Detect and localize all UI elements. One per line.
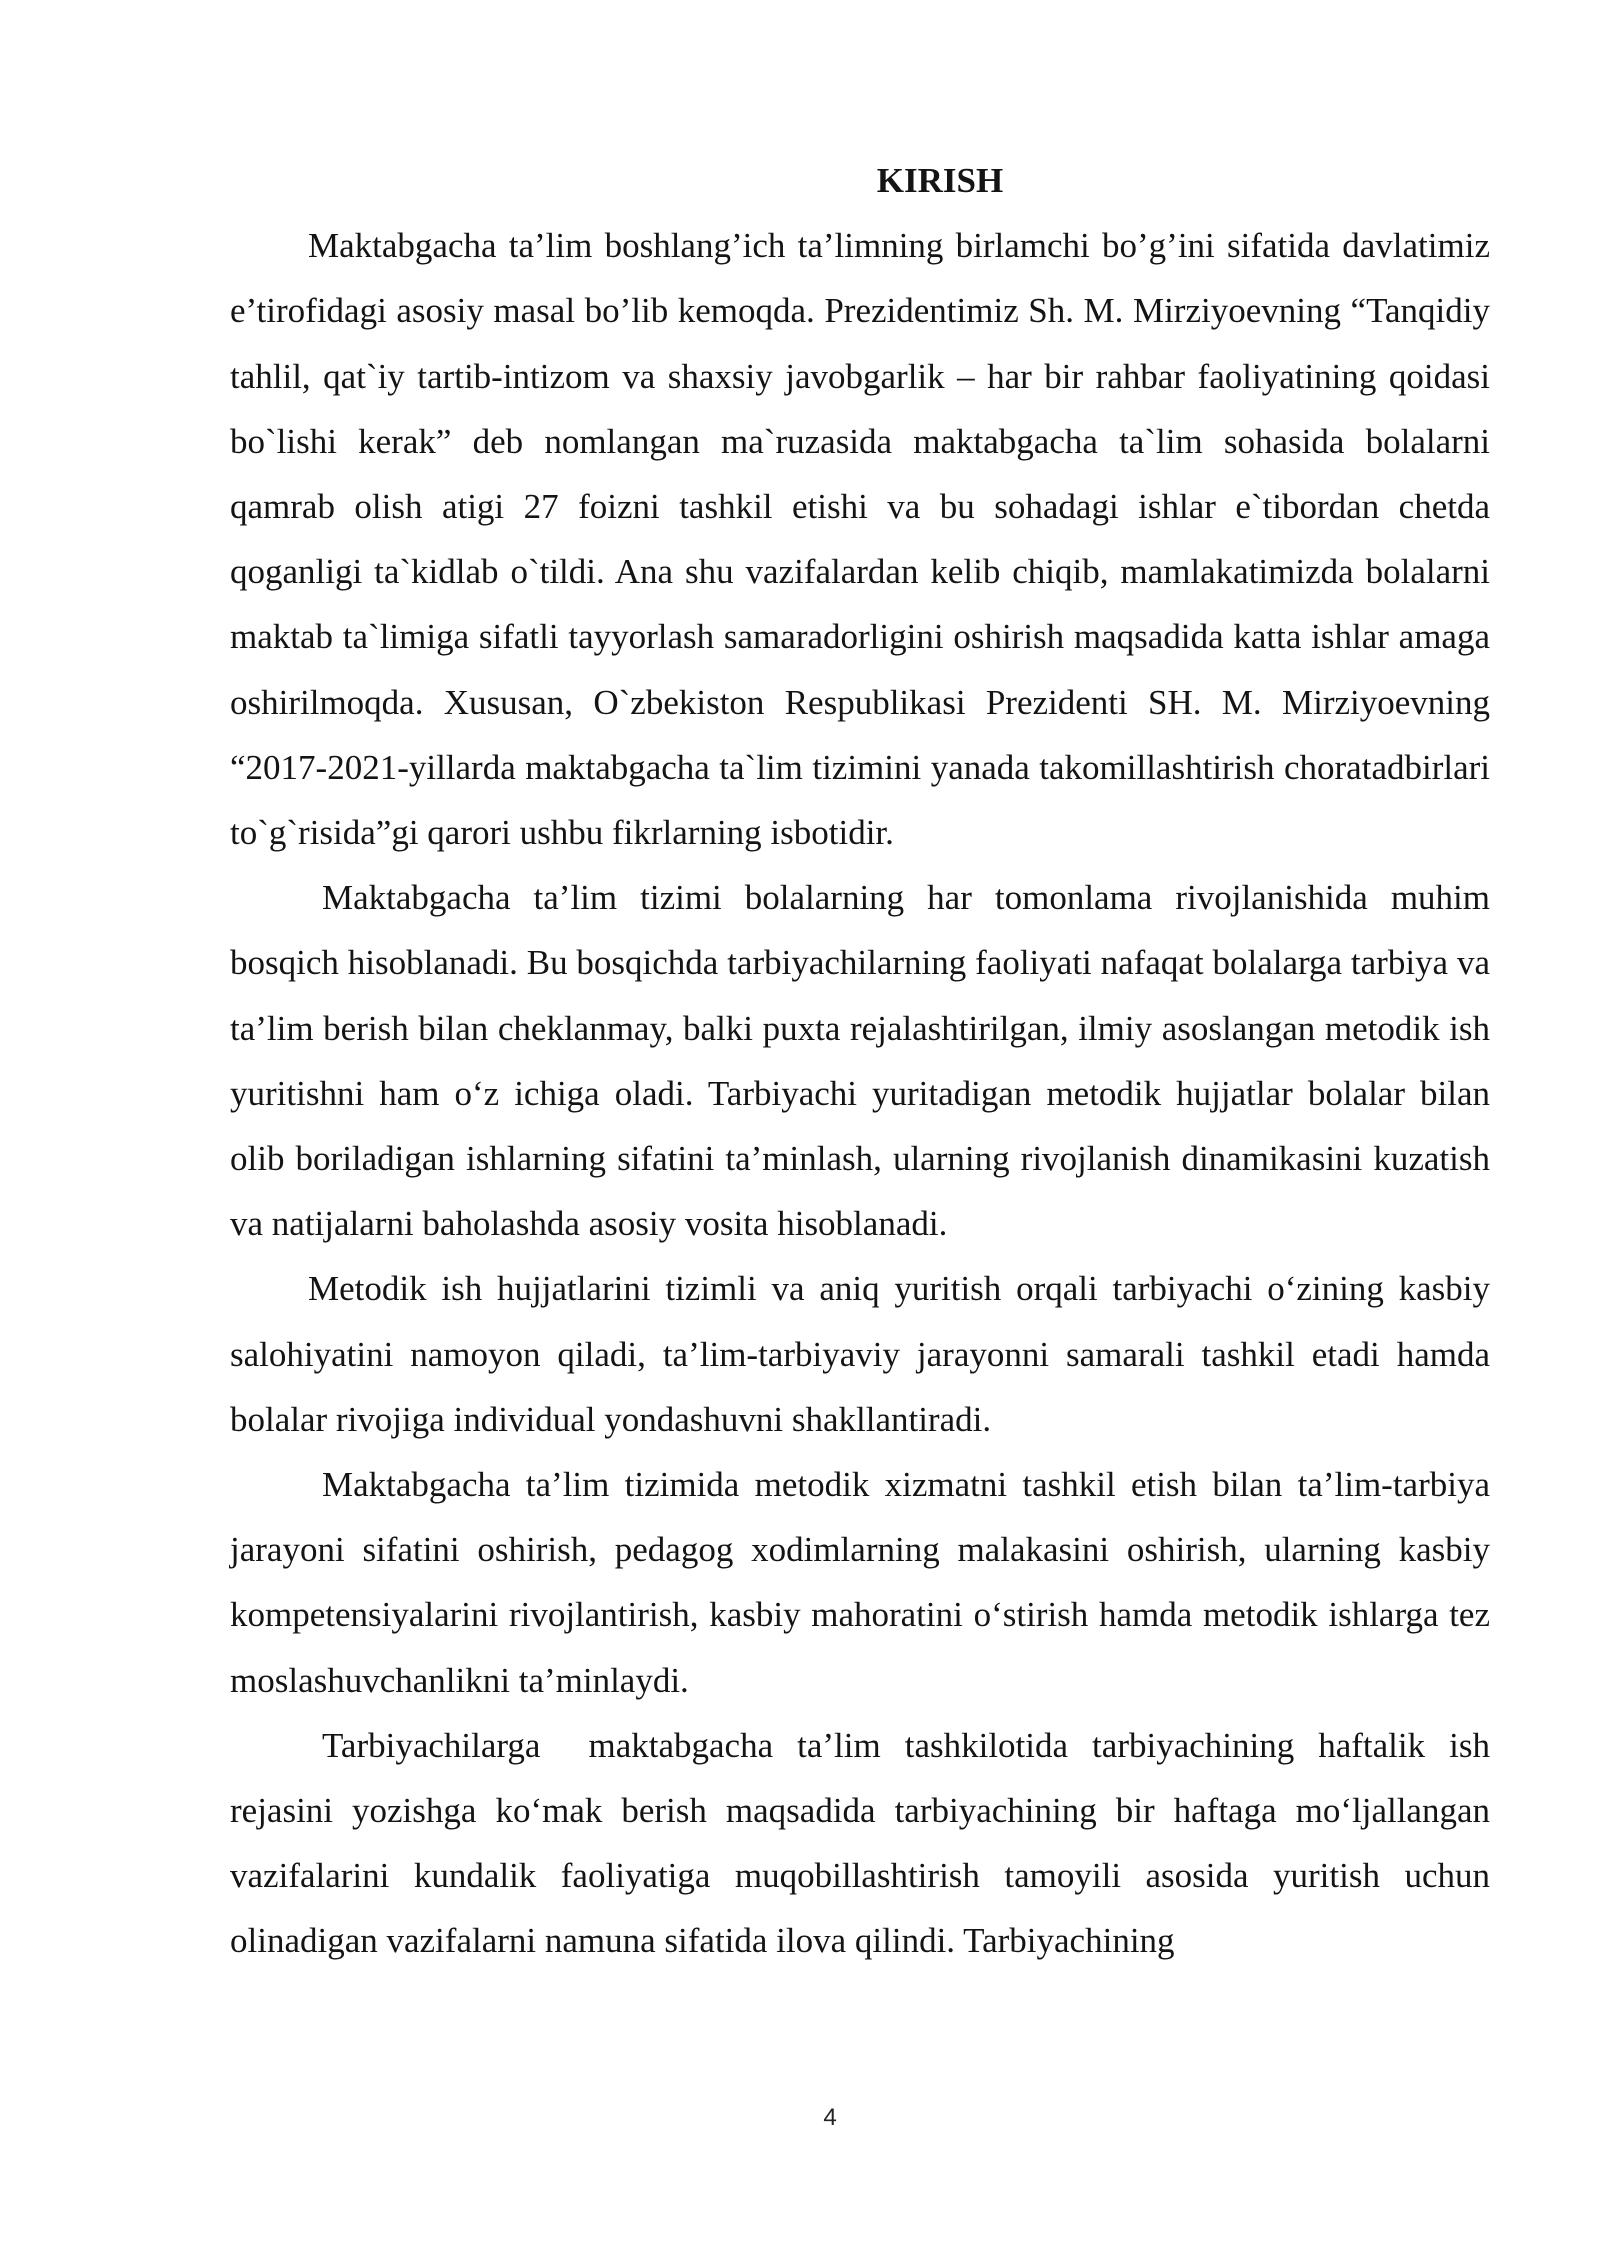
page-number: 4 (823, 2104, 837, 2131)
paragraph-1: Maktabgacha ta’lim boshlang’ich ta’limning birlamchi bo’g’ini sifatida davlatimiz e’tirofidagi asosiy masal bo’lib kemoqda. Prezidentimiz Sh. M. Mirziyoevning “Tanqidiy tahlil, qat`iy tartib-intizom va shaxsiy javobgarlik – har bir rahbar faoliyatining qoidasi bo`lishi kerak” deb nomlangan ma`ruzasida maktabgacha ta`lim sohasida bolalarni qamrab olish atigi 27 foizni tashkil etishi va bu sohadagi ishlar e`tibordan chetda qoganligi ta`kidlab o`tildi. Ana shu vazifalardan kelib chiqib, mamlakatimizda bolalarni maktab ta`limiga sifatli tayyorlash samaradorligini oshirish maqsadida katta ishlar amaga oshirilmoqda. Xususan, O`zbekiston Respublikasi Prezidenti SH. M. Mirziyoevning “2017-2021-yillarda maktabgacha ta`lim tizimini yanada takomillashtirish choratadbirlari to`g`risida”gi qarori ushbu fikrlarning isbotidir. (230, 226, 1490, 853)
paragraph-5: Tarbiyachilarga maktabgacha ta’lim tashkilotida tarbiyachining haftalik ish rejasini yozishga ko‘mak berish maqsadida tarbiyachining bir haftaga mo‘ljallangan vazifalarini kundalik faoliyatiga muqobillashtirish tamoyili asosida yuritish uchun olinadigan vazifalarni namuna sifatida ilova qilindi. Tarbiyachining (230, 1725, 1499, 1961)
document-body (230, 148, 1499, 1974)
paragraph-3: Metodik ish hujjatlarini tizimli va aniq yuritish orqali tarbiyachi o‘zining kasbiy salohiyatini namoyon qiladi, ta’lim-tarbiyaviy jarayonni samarali tashkil etadi hamda bolalar rivojiga individual yondashuvni shakllantiradi. (230, 1269, 1490, 1439)
paragraph-2: Maktabgacha ta’lim tizimi bolalarning har tomonlama rivojlanishida muhim bosqich hisoblanadi. Bu bosqichda tarbiyachilarning faoliyati nafaqat bolalarga tarbiya va ta’lim berish bilan cheklanmay, balki puxta rejalashtirilgan, ilmiy asoslangan metodik ish yuritishni ham o‘z ichiga oladi. Tarbiyachi yuritadigan metodik hujjatlar bolalar bilan olib boriladigan ishlarning sifatini ta’minlash, ularning rivojlanish dinamikasini kuzatish va natijalarni baholashda asosiy vosita hisoblanadi. (230, 878, 1490, 1244)
section-title: KIRISH (876, 161, 1004, 200)
paragraph-4: Maktabgacha ta’lim tizimida metodik xizmatni tashkil etish bilan ta’lim-tarbiya jarayoni sifatini oshirish, pedagog xodimlarning malakasini oshirish, ularning kasbiy kompetensiyalarini rivojlantirish, kasbiy mahoratini o‘stirish hamda metodik ishlarga tez moslashuvchanlikni ta’minlaydi. (230, 1465, 1490, 1700)
